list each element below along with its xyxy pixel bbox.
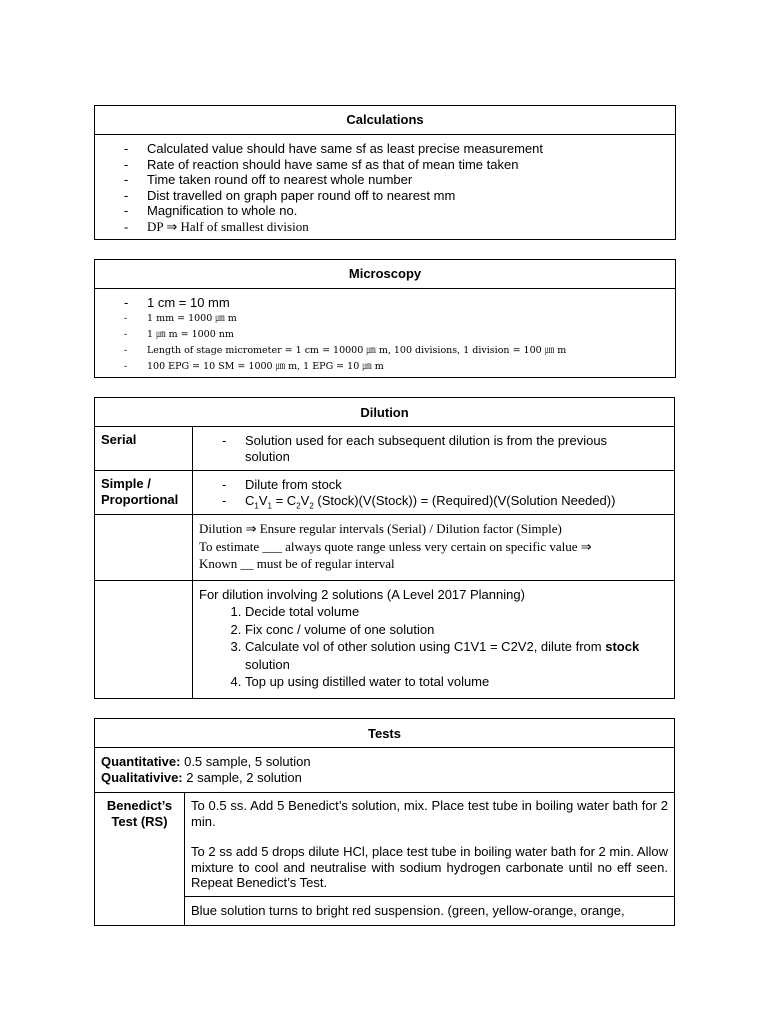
microscopy-list bbox=[95, 289, 675, 375]
list-item: - Dilute from stock bbox=[193, 477, 674, 493]
serial-cell bbox=[193, 427, 675, 471]
list-item: - 1 cm = 10 mm bbox=[95, 294, 675, 311]
note-line: Dilution ⇒ Ensure regular intervals (Serial) / Dilution factor (Simple) bbox=[199, 521, 562, 536]
empty-cell bbox=[95, 515, 193, 581]
benedict-procedure-cell bbox=[185, 793, 675, 897]
simple-label: Simple / Proportional bbox=[95, 471, 193, 515]
formula-item: - $C_1V_1 = C_2V_2$ (Stock)(V(Stock)) = (Required)(V(Solution Needed)) bbox=[193, 493, 674, 514]
list-item: - 100 EPG = 10 SM = 1000 ㎛ m, 1 EPG = 10 ㎛ m bbox=[95, 359, 675, 375]
list-item: 2. Fix conc / volume of one solution bbox=[245, 621, 668, 639]
quant-qual-cell: Quantitative: 0.5 sample, 5 solution Qualitativive: 2 sample, 2 solution bbox=[95, 748, 675, 793]
steps-list bbox=[199, 603, 668, 691]
tests-table bbox=[94, 718, 675, 926]
list-item: 3. Calculate vol of other solution using C1V1 = C2V2, dilute from stock solution bbox=[245, 638, 668, 673]
list-item: - Solution used for each subsequent dilution is from the previous solution bbox=[193, 433, 674, 464]
calculations-title: Calculations bbox=[95, 106, 675, 135]
list-item: - Length of stage micrometer = 1 cm = 10000 ㎛ m, 100 divisions, 1 division = 100 ㎛ m bbox=[95, 343, 675, 359]
simple-cell bbox=[193, 471, 675, 515]
list-item: - Dist travelled on graph paper round off to nearest mm bbox=[95, 188, 675, 204]
tests-title: Tests bbox=[95, 719, 675, 748]
two-sol-intro: For dilution involving 2 solutions (A Level 2017 Planning) bbox=[199, 587, 525, 602]
calculations-box bbox=[94, 105, 676, 240]
microscopy-box bbox=[94, 259, 676, 378]
microscopy-title: Microscopy bbox=[95, 260, 675, 289]
benedict-p1: To 0.5 ss. Add 5 Benedict’s solution, mix. Place test tube in boiling water bath for 2 min. bbox=[191, 798, 668, 829]
list-item: - 1 ㎛ m = 1000 nm bbox=[95, 327, 675, 343]
dilution-note-cell bbox=[193, 515, 675, 581]
dilution-title: Dilution bbox=[95, 398, 675, 427]
list-item: - 1 mm = 1000 ㎛ m bbox=[95, 311, 675, 327]
list-item: - Time taken round off to nearest whole number bbox=[95, 172, 675, 188]
benedict-p2: To 2 ss add 5 drops dilute HCl, place test tube in boiling water bath for 2 min. Allow mixture to cool and neutralise with sodium hydrogen carbonate until no eff seen. Repeat Benedict’s Test. bbox=[191, 844, 668, 890]
list-item: 4. Top up using distilled water to total volume bbox=[245, 673, 668, 691]
note-line: Known __ must be of regular interval bbox=[199, 556, 395, 571]
serial-label: Serial bbox=[95, 427, 193, 471]
note-line: To estimate ___ always quote range unless very certain on specific value ⇒ bbox=[199, 538, 592, 554]
list-item: - Magnification to whole no. bbox=[95, 203, 675, 219]
list-item: 1. Decide total volume bbox=[245, 603, 668, 621]
empty-cell bbox=[95, 581, 193, 699]
calculations-list bbox=[95, 135, 675, 235]
list-item: - Rate of reaction should have same sf as that of mean time taken bbox=[95, 157, 675, 173]
list-item: - DP ⇒ Half of smallest division bbox=[95, 219, 675, 235]
two-solution-cell bbox=[193, 581, 675, 699]
list-item: - Calculated value should have same sf as least precise measurement bbox=[95, 141, 675, 157]
benedict-label: Benedict’s Test (RS) bbox=[95, 793, 185, 926]
dilution-table bbox=[94, 397, 675, 699]
benedict-result-cell: Blue solution turns to bright red suspension. (green, yellow-orange, orange, bbox=[185, 897, 675, 926]
